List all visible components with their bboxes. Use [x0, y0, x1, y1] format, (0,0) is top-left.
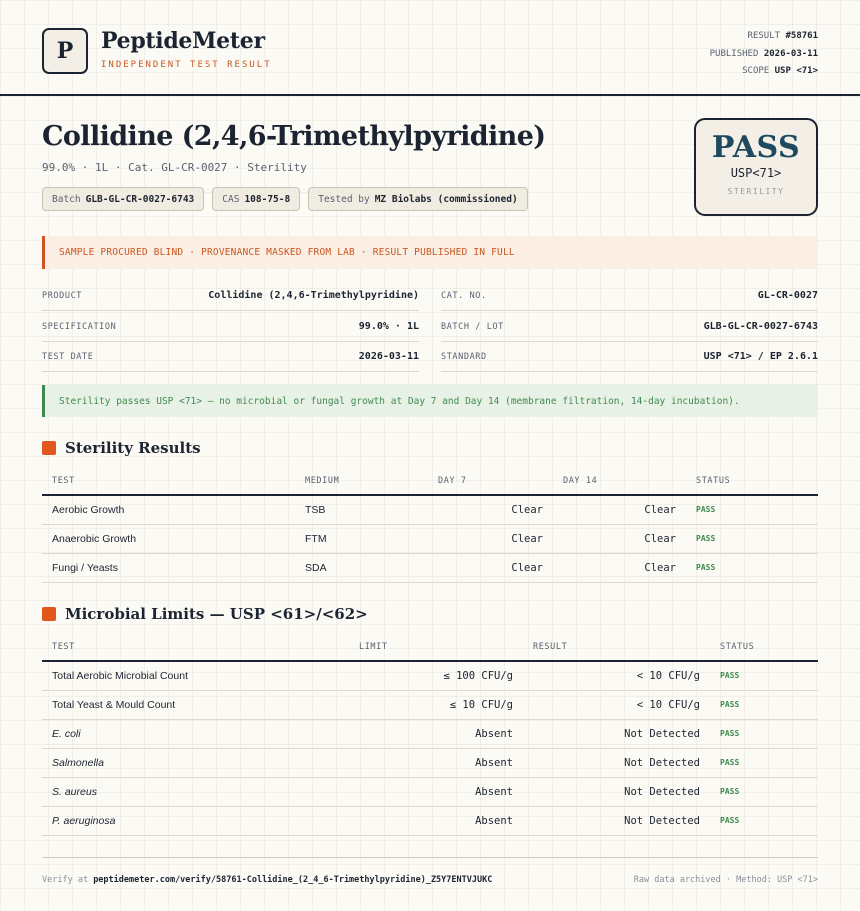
col-header: DAY 14 [553, 467, 686, 495]
col-header: MEDIUM [295, 467, 428, 495]
sterility-table [42, 467, 818, 583]
status-badge: PASS [710, 748, 818, 777]
status-badge: PASS [710, 690, 818, 719]
status-badge: PASS [686, 524, 818, 553]
day14-result: Clear [553, 495, 686, 524]
status-badge: PASS [686, 553, 818, 582]
limit: Absent [349, 748, 523, 777]
batch-chip [42, 187, 204, 211]
limit: ≤ 10 CFU/g [349, 690, 523, 719]
status-badge: PASS [710, 806, 818, 835]
col-header: RESULT [523, 633, 710, 661]
test-name: Aerobic Growth [42, 495, 295, 524]
test-name: Fungi / Yeasts [42, 553, 295, 582]
limit: Absent [349, 777, 523, 806]
medium: SDA [295, 553, 428, 582]
test-name: Salmonella [42, 748, 349, 777]
day7-result: Clear [428, 495, 553, 524]
badge-standard: USP<71> [730, 166, 782, 180]
table-row [42, 495, 818, 524]
test-name: Total Aerobic Microbial Count [42, 661, 349, 690]
table-header-row [42, 633, 818, 661]
result: Not Detected [523, 806, 710, 835]
table-row [42, 719, 818, 748]
info-standard [441, 342, 818, 372]
cas-chip [212, 187, 300, 211]
info-label: BATCH / LOT [441, 321, 504, 332]
badge-result: PASS [711, 130, 801, 165]
footer-method-note: Raw data archived · Method: USP <71> [633, 875, 818, 885]
result-id: #58761 [785, 31, 818, 41]
col-header: LIMIT [349, 633, 523, 661]
info-spec [42, 312, 419, 342]
blind-notice: SAMPLE PROCURED BLIND · PROVENANCE MASKED FROM LAB · RESULT PUBLISHED IN FULL [42, 236, 818, 269]
tested-by-chip [308, 187, 527, 211]
product-chips [42, 187, 528, 211]
info-product [42, 281, 419, 311]
table-row [42, 553, 818, 582]
info-label: CAT. NO. [441, 290, 487, 301]
result: < 10 CFU/g [523, 661, 710, 690]
info-label: PRODUCT [42, 290, 83, 301]
status-badge: PASS [686, 495, 818, 524]
info-date [42, 342, 419, 372]
chip-label: CAS [222, 193, 240, 205]
col-header: STATUS [686, 467, 818, 495]
chip-label: Batch [52, 193, 81, 205]
test-name: Anaerobic Growth [42, 524, 295, 553]
verify-link[interactable]: peptidemeter.com/verify/58761-Collidine_(2_4_6-Trimethylpyridine)_Z5Y7ENTVJUKC [93, 875, 493, 885]
status-badge: PASS [710, 719, 818, 748]
product-title: Collidine (2,4,6-Trimethylpyridine) [42, 121, 546, 152]
microbial-table [42, 633, 818, 836]
result-id-line [710, 28, 818, 46]
day7-result: Clear [428, 524, 553, 553]
info-label: TEST DATE [42, 351, 94, 362]
info-label: SPECIFICATION [42, 321, 117, 332]
status-badge: PASS [710, 661, 818, 690]
test-name: Total Yeast & Mould Count [42, 690, 349, 719]
info-value: USP <71> / EP 2.6.1 [703, 351, 818, 362]
day14-result: Clear [553, 553, 686, 582]
table-row [42, 748, 818, 777]
test-name: P. aeruginosa [42, 806, 349, 835]
info-value: Collidine (2,4,6-Trimethylpyridine) [208, 290, 419, 301]
status-badge: PASS [710, 777, 818, 806]
published-line [710, 46, 818, 64]
test-name: E. coli [42, 719, 349, 748]
info-value: GL-CR-0027 [757, 290, 818, 301]
chip-value: MZ Biolabs (commissioned) [374, 193, 518, 205]
limit: Absent [349, 719, 523, 748]
limit: Absent [349, 806, 523, 835]
limit: ≤ 100 CFU/g [349, 661, 523, 690]
table-row [42, 690, 818, 719]
result-summary: Sterility passes USP <71> — no microbial or fungal growth at Day 7 and Day 14 (membrane filtration, 14-day incubation). [42, 385, 818, 417]
info-value: 99.0% · 1L [358, 321, 419, 332]
section-marker [42, 607, 56, 621]
sterility-section-header [42, 439, 201, 457]
scope-label: SCOPE [742, 66, 770, 76]
table-row [42, 806, 818, 835]
brand-logo [42, 28, 88, 74]
scope-line [710, 63, 818, 81]
published-label: PUBLISHED [709, 48, 759, 59]
table-row [42, 777, 818, 806]
published-date: 2026-03-11 [763, 48, 818, 59]
product-subtitle: 99.0% · 1L · Cat. GL-CR-0027 · Sterility [42, 161, 307, 174]
medium: FTM [295, 524, 428, 553]
col-header: STATUS [710, 633, 818, 661]
result-label: RESULT [747, 31, 781, 41]
brand-name: PeptideMeter [101, 28, 265, 54]
info-value: 2026-03-11 [358, 351, 419, 362]
report-footer [42, 857, 818, 901]
microbial-section-header [42, 605, 368, 623]
col-header: TEST [42, 633, 349, 661]
info-batch [441, 312, 818, 342]
report-meta [710, 28, 818, 81]
result: Not Detected [523, 748, 710, 777]
info-catno [441, 281, 818, 311]
test-name: S. aureus [42, 777, 349, 806]
brand-tagline: INDEPENDENT TEST RESULT [101, 60, 272, 70]
chip-value: GLB-GL-CR-0027-6743 [85, 193, 195, 205]
section-title: Sterility Results [65, 439, 201, 457]
table-row [42, 524, 818, 553]
medium: TSB [295, 495, 428, 524]
table-row [42, 661, 818, 690]
result: < 10 CFU/g [523, 690, 710, 719]
chip-value: 108-75-8 [244, 193, 291, 205]
day14-result: Clear [553, 524, 686, 553]
col-header: TEST [42, 467, 295, 495]
report-header [0, 0, 860, 96]
info-label: STANDARD [441, 351, 487, 362]
result: Not Detected [523, 777, 710, 806]
section-marker [42, 441, 56, 455]
info-value: GLB-GL-CR-0027-6743 [703, 321, 818, 332]
table-header-row [42, 467, 818, 495]
verify-line [42, 875, 492, 885]
day7-result: Clear [428, 553, 553, 582]
badge-test: STERILITY [727, 187, 785, 196]
logo-letter: P [56, 38, 74, 64]
section-title: Microbial Limits — USP <61>/<62> [65, 605, 368, 623]
chip-label: Tested by [318, 193, 370, 205]
col-header: DAY 7 [428, 467, 553, 495]
result: Not Detected [523, 719, 710, 748]
scope-value: USP <71> [774, 66, 818, 76]
result-badge [694, 118, 818, 216]
verify-prefix: Verify at [42, 875, 89, 885]
